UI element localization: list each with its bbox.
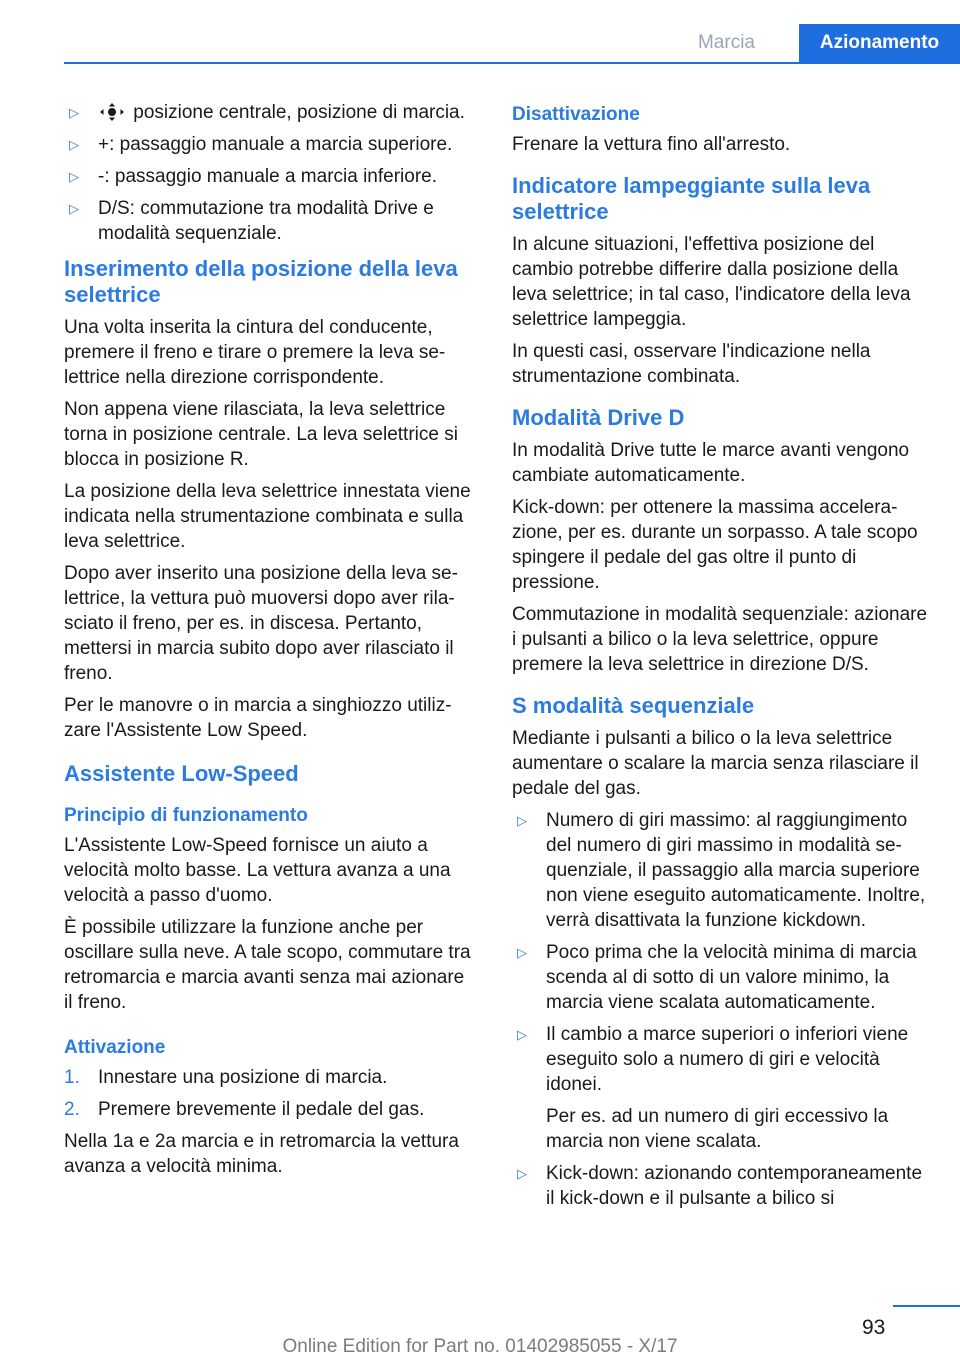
- list-item-text: Innestare una posizione di marcia.: [98, 1067, 388, 1088]
- heading-disattivazione: Disattivazione: [512, 104, 640, 125]
- paragraph: Non appena viene rilasciata, la leva selettrice torna in posizione centrale. La leva selettrice si blocca in posizione R.: [64, 399, 458, 470]
- list-item-text: Premere brevemente il pedale del gas.: [98, 1099, 425, 1120]
- list-item: [512, 940, 928, 1015]
- heading-inserimento: Inserimento della posizione della leva selettrice: [64, 256, 458, 307]
- left-column: [64, 100, 476, 1186]
- right-column: [512, 100, 928, 1218]
- bullet-marker-icon: ▷: [517, 1027, 527, 1042]
- list-item-text: Numero di giri massimo: al raggiungimento del numero di giri massimo in modalità sequenziale, il passaggio alla marcia superiore non viene eseguito automaticamente. Inoltre, verrà disattivata la funzione kickdown.: [546, 810, 926, 931]
- sequential-notes-list: [512, 808, 928, 1211]
- heading-principio: Principio di funzionamento: [64, 805, 308, 826]
- step-number: 2.: [64, 1099, 80, 1120]
- list-item: [512, 1022, 928, 1154]
- bullet-marker-icon: ▷: [69, 137, 79, 152]
- page-number: 93: [862, 1316, 886, 1339]
- list-item: [64, 164, 476, 189]
- paragraph: Kick-down: per ottenere la massima accelerazione, per es. durante un sorpasso. A tale scopo spingere il pedale del gas oltre il punto di pressione.: [512, 497, 918, 593]
- header-chapter-tab: Azionamento: [799, 24, 960, 62]
- paragraph: È possibile utilizzare la funzione anche per oscillare sulla neve. A tale scopo, commutare tra retromarcia e marcia avanti senza mai azionare il freno.: [64, 917, 471, 1013]
- list-item: [64, 1065, 476, 1090]
- list-item-text: +: passaggio manuale a marcia superiore.: [98, 134, 453, 155]
- paragraph: In modalità Drive tutte le marce avanti vengono cambiate automaticamente.: [512, 440, 910, 486]
- list-item: [64, 1097, 476, 1122]
- list-item: [64, 196, 476, 246]
- paragraph: Commutazione in modalità sequenziale: azionare i pulsanti a bilico o la leva selettrice, oppure premere la leva selettrice in direzione D/S.: [512, 604, 928, 675]
- paragraph: Una volta inserita la cintura del conducente, premere il freno e tirare o premere la leva selettrice nella direzione corrispondente.: [64, 317, 446, 388]
- list-item: [64, 132, 476, 157]
- paragraph: In questi casi, osservare l'indicazione nella strumentazione combinata.: [512, 341, 871, 387]
- bullet-marker-icon: ▷: [69, 201, 79, 216]
- list-item-text: Il cambio a marce superiori o inferiori viene eseguito solo a numero di giri e velocità idonei.: [546, 1024, 909, 1095]
- heading-sequenziale: S modalità sequenziale: [512, 693, 755, 718]
- paragraph: Mediante i pulsanti a bilico o la leva selettrice aumentare o scalare la marcia senza rilasciare il pedale del gas.: [512, 728, 919, 799]
- paragraph: Nella 1a e 2a marcia e in retromarcia la vettura avanza a velocità minima.: [64, 1131, 459, 1177]
- heading-attivazione: Attivazione: [64, 1037, 166, 1058]
- list-item-continuation: Per es. ad un numero di giri eccessivo la marcia non viene scalata.: [546, 1106, 889, 1152]
- list-item-text: D/S: commutazione tra modalità Drive e modalità sequenziale.: [98, 198, 434, 244]
- paragraph: La posizione della leva selettrice innestata viene indicata nella strumentazione combinata e sulla leva selettrice.: [64, 481, 471, 552]
- activation-steps-list: [64, 1065, 476, 1122]
- header-section-tab: Marcia: [697, 32, 755, 53]
- heading-drive: Modalità Drive D: [512, 405, 685, 430]
- paragraph: Dopo aver inserito una posizione della leva selettrice, la vettura può muoversi dopo aver rilasciato il freno, per es. in discesa. Pertanto, mettersi in marcia subito dopo aver rilasciato il freno.: [64, 563, 458, 684]
- bullet-marker-icon: ▷: [517, 813, 527, 828]
- paragraph: In alcune situazioni, l'effettiva posizione del cambio potrebbe differire dalla posizione della leva selettrice; in tal caso, l'indicatore della leva selettrice lampeggia.: [512, 234, 911, 330]
- bullet-marker-icon: ▷: [517, 1166, 527, 1181]
- list-item-text: Poco prima che la velocità minima di marcia scenda al di sotto di un valore minimo, la marcia viene scalata automaticamente.: [546, 942, 917, 1013]
- heading-indicatore: Indicatore lampeggiante sulla leva selettrice: [512, 173, 871, 224]
- paragraph: L'Assistente Low-Speed fornisce un aiuto a velocità molto basse. La vettura avanza a una velocità a passo d'uomo.: [64, 835, 451, 906]
- list-item-text: posizione centrale, posizione di marcia.: [133, 102, 465, 123]
- paragraph: Per le manovre o in marcia a singhiozzo utilizzare l'Assistente Low Speed.: [64, 695, 452, 741]
- list-item: [512, 1161, 928, 1211]
- step-number: 1.: [64, 1067, 80, 1088]
- lever-positions-list: [64, 100, 476, 246]
- paragraph: Frenare la vettura fino all'arresto.: [512, 134, 791, 155]
- selector-lever-icon: [100, 103, 124, 121]
- list-item: [64, 100, 476, 125]
- bullet-marker-icon: ▷: [69, 169, 79, 184]
- list-item-text: Kick-down: azionando contemporaneamente il kick-down e il pulsante a bilico si: [546, 1163, 923, 1209]
- heading-assistente: Assistente Low-Speed: [64, 761, 299, 786]
- list-item: [512, 808, 928, 933]
- bullet-marker-icon: ▷: [69, 105, 79, 120]
- footer-edition-text: Online Edition for Part no. 01402985055 - X/17: [282, 1336, 678, 1357]
- page-header: [64, 24, 960, 64]
- list-item-text: -: passaggio manuale a marcia inferiore.: [98, 166, 438, 187]
- footer-rule: [893, 1305, 960, 1307]
- bullet-marker-icon: ▷: [517, 945, 527, 960]
